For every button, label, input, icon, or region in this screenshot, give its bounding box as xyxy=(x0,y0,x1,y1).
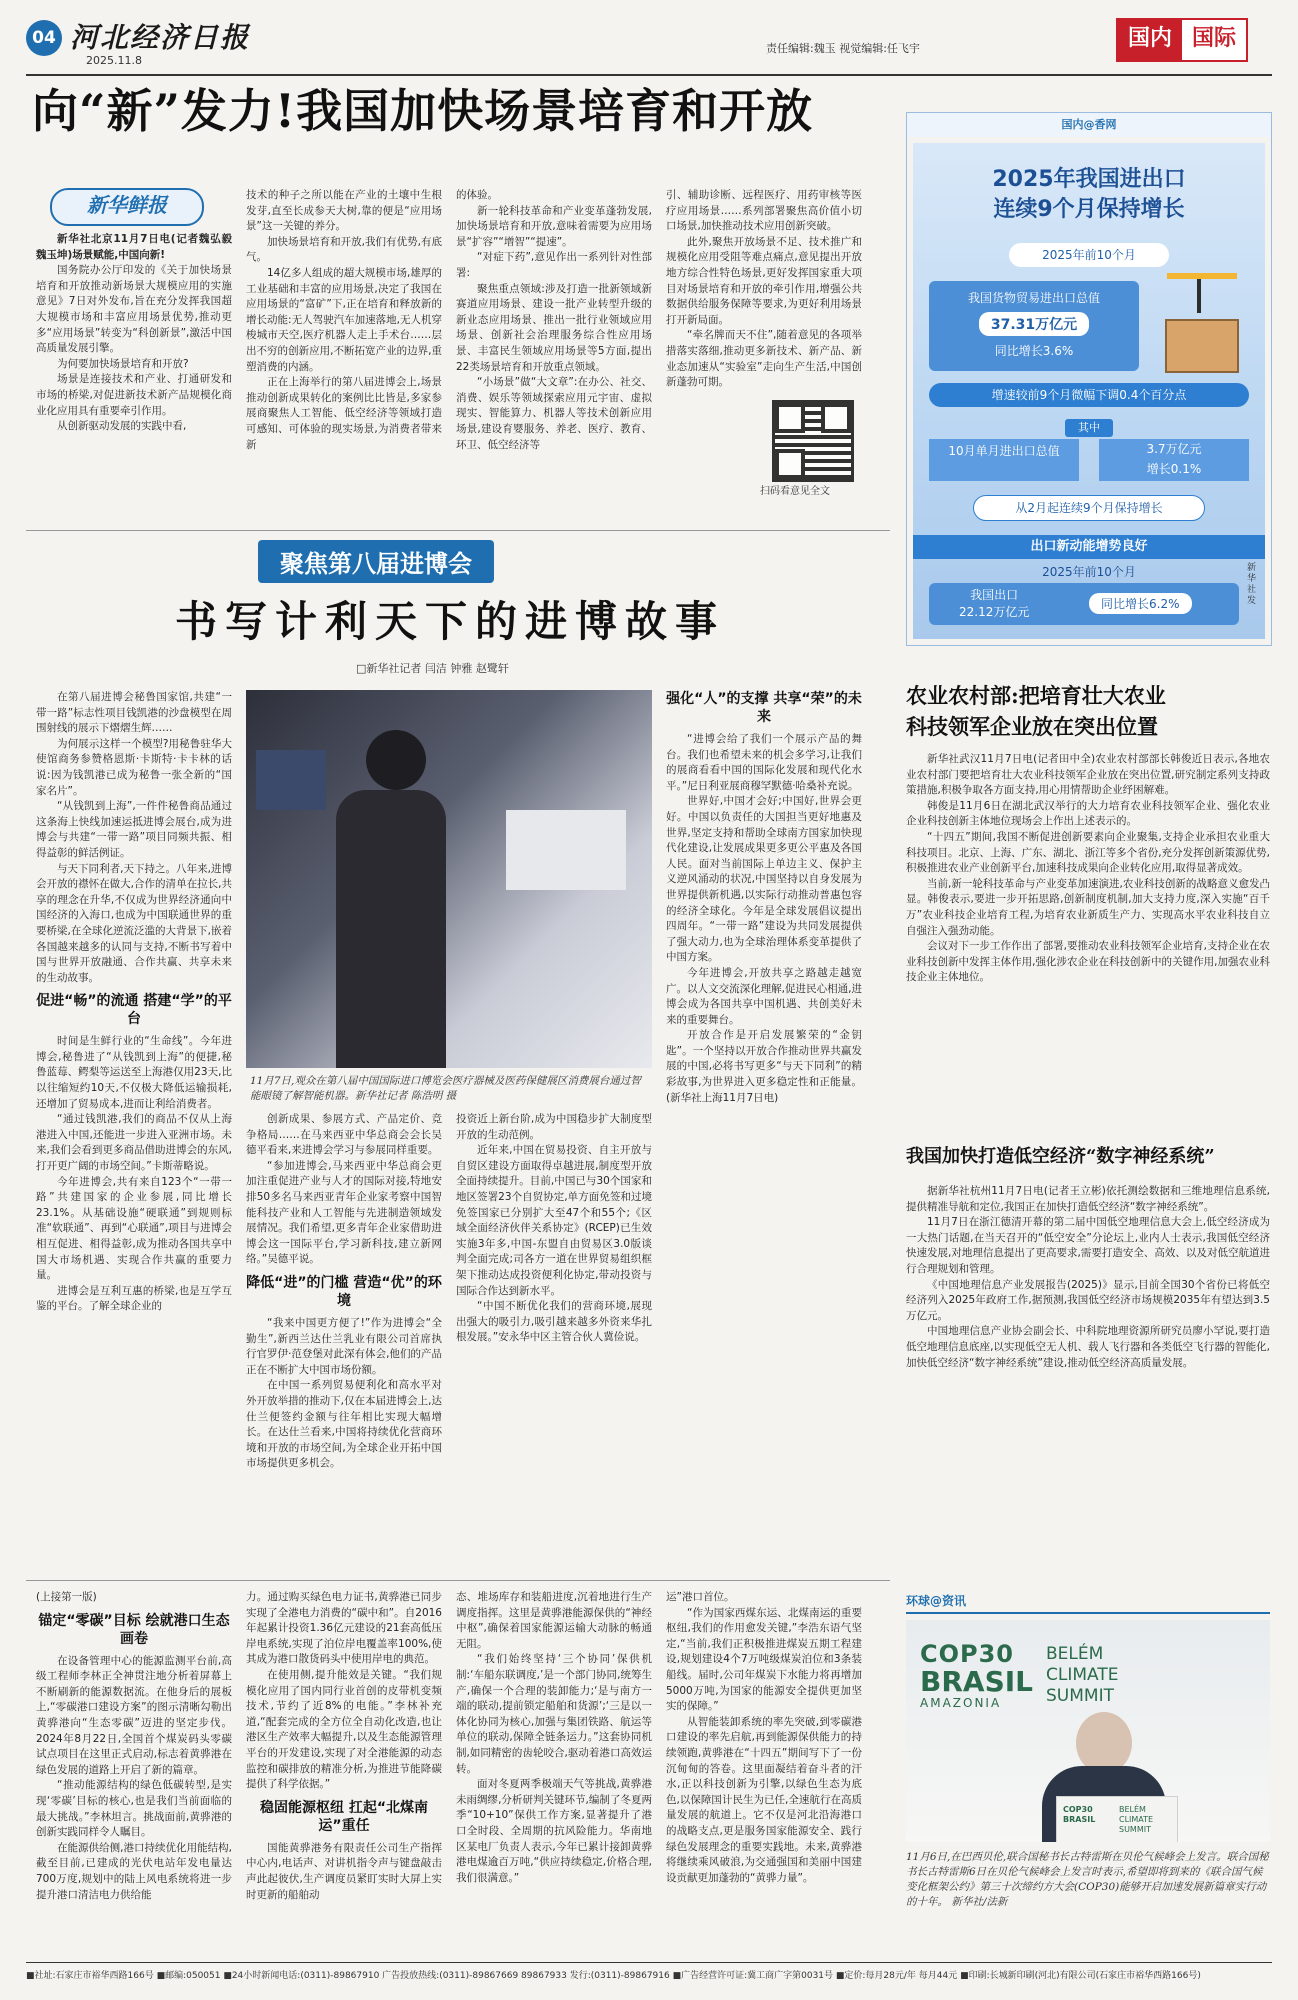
lowalt-paragraph: 11月7日在浙江德清开幕的第二届中国低空地理信息大会上,低空经济成为一大热门话题,在当天召开的“低空安全”分论坛上,业内人士表示,我国低空经济快速发展,对地理信息提出了更高要求,需要打造安全、高效、以及对低空航道进行合理规划和管理。 xyxy=(906,1216,1270,1275)
continued-paragraph: “我们始终坚持‘三个协同’保供机制:‘车船东联调度,’是一个部门协同,统筹生产,确保一个合理的装卸能力;‘是与南方一端的联动,提前锁定船舶和货源’;‘三是以一体化协同为核心,加强与集团铁路、航运等单位的联动,保障全链条运力。”这套协同机制,如同精密的齿轮咬合,驱动着港口高效运转。 xyxy=(456,1653,652,1775)
lead-paragraph: 的体验。 xyxy=(456,189,498,201)
expo-photo xyxy=(246,690,652,1068)
continued-subhead: 稳固能源枢纽 扛起“北煤南运”重任 xyxy=(259,1799,429,1834)
lead-paragraph: 引、辅助诊断、远程医疗、用药审核等医疗应用场景……系列部署聚焦高价值小切口场景,加快推动技术应用创新突破。 xyxy=(666,189,862,233)
agri-paragraph: 会议对下一步工作作出了部署,要推动农业科技领军企业培育,支持企业在农业科技创新中发挥主体作用,强化涉农企业在科技创新中的关键作用,加强农业科技企业主体地位。 xyxy=(906,940,1270,984)
page-number-badge: 04 xyxy=(26,20,62,56)
feature-paragraph: 世界好,中国才会好;中国好,世界会更好。中国以负责任的大国担当更好地惠及世界,坚定支持和帮助全球南方国家加快现代化建设,让发展成果更多更公平惠及各国人民。面对当前国际上单边主义、保护主义逆风涌动的状况,中国坚持以自身发展为世界提供新机遇,以实际行动推动普惠包容的经济全球化。今年是全球发展倡议提出四周年。“一带一路”建设为共同发展提供了强大动力,也为全球治理体系变革提供了中国方案。 xyxy=(666,795,862,964)
masthead-rule xyxy=(26,74,1272,76)
lead-paragraph: 技术的种子之所以能在产业的土壤中生根发芽,直至长成参天大树,靠的便是“应用场景”这一关键的养分。 xyxy=(246,189,442,233)
lead-dateline: 新华社北京11月7日电(记者魏弘毅 魏玉坤)场景赋能,中国向新! xyxy=(36,233,232,261)
feature-column-4 xyxy=(666,690,862,1106)
lead-paragraph: 为何要加快场景培育和开放? xyxy=(57,357,189,370)
lowalt-paragraph: 据新华社杭州11月7日电(记者王立彬)依托测绘数据和三维地理信息系统,提供精准导航和定位,我国正在加快打造低空经济“数字神经系统”。 xyxy=(906,1185,1270,1213)
continued-paragraph: 从智能装卸系统的率先突破,到零碳港口建设的率先启航,再到能源保供能力的持续领跑,黄骅港在“十四五”期间写下了一份沉甸甸的答卷。这里面凝结着奋斗者的汗水,正以科技创新为引擎,以绿色生态为底色,以保障国计民生为已任,全速航行在高质量发展的航道上。它不仅是河北沿海港口的战略支点,更是服务国家能源安全、践行绿色发展理念的重要实践地。未来,黄骅港将继续乘风破浪,为交通强国和美丽中国建设贡献更加蓬勃的“黄骅力量”。 xyxy=(666,1715,862,1884)
cop30-photo xyxy=(906,1620,1270,1842)
lowalt-paragraph: 《中国地理信息产业发展报告(2025)》显示,目前全国30个省份已将低空经济列入2025年政府工作,据预测,我国低空经济市场规模2035年有望达到3.5万亿元。 xyxy=(906,1278,1270,1322)
feature-paragraph: “进博会给了我们一个展示产品的舞台。我们也希望未来的机会多学习,让我们的展商看看中国的国际化发展和现代化水平。”尼日利亚展商穆罕默德·哈桑补充说。 xyxy=(666,733,862,792)
feature-paragraph: “我来中国更方便了!”作为进博会“全勤生”,新西兰达仕兰乳业有限公司首席执行官罗伊·范登堡对此深有体会,他们的产品正在不断扩大中国市场份额。 xyxy=(246,1316,442,1376)
agri-paragraph: 当前,新一轮科技革命与产业变革加速演进,农业科技创新的战略意义愈发凸显。韩俊表示,要进一步开拓思路,创新制度机制,加大支持力度,深入实施“百千万”农业科技企业培育工程,为培育农业新质生产力、实现高水平农业科技自立自强注入强劲动能。 xyxy=(906,877,1270,937)
agri-body xyxy=(906,752,1270,986)
feature-paragraph: 为何展示这样一个模型?用秘鲁驻华大使馆商务参赞格恩斯·卡斯特·卡卡林的话说:因为钱凯港已成为秘鲁一张全新的“国家名片”。 xyxy=(36,737,232,797)
lead-paragraph: 场景是连接技术和产业、打通研发和市场的桥梁,对促进新技术新产品规模化商业化应用具有重要牵引作用。 xyxy=(36,373,232,417)
footer-rule xyxy=(26,1962,1272,1963)
continued-paragraph: 在设备管理中心的能源监测平台前,高级工程师李林正全神贯注地分析着屏幕上不断刷新的能源数据流。在他身后的展板上,“零碳港口建设方案”的图示清晰勾勒出黄骅港向“生态零碳”迈进的坚定步伐。2024年8月22日,全国首个煤炭码头零碳试点项目在这里正式启动,标志着黄骅港在绿色发展的道路上开启了新的篇章。 xyxy=(36,1654,232,1776)
agri-paragraph: 韩俊是11月6日在湖北武汉举行的大力培育农业科技领军企业、强化农业企业科技创新主体地位现场会上作出上述表示的。 xyxy=(906,799,1270,828)
feature-paragraph: 今年进博会,开放共享之路越走越宽广。以人文交流深化理解,促进民心相通,进博会成为各国共享中国机遇、共创美好未来的重要舞台。 xyxy=(666,966,862,1026)
feature-paragraph: 开放合作是开启发展繁荣的“金钥匙”。一个坚持以开放合作推动世界共赢发展的中国,必将书写更多“与天下同利”的精彩故事,为世界进入更多稳定性和正能量。(新华社上海11月7日电) xyxy=(666,1029,862,1104)
lead-paragraph: “小场景”做“大文章”:在办公、社交、消费、娱乐等领域探索应用元宇宙、虚拟现实、智能算力、机器人等技术创新应用场景,建设育婴服务、养老、医疗、教育、环卫、低空经济等 xyxy=(456,376,652,451)
agri-paragraph: 新华社武汉11月7日电(记者田中全)农业农村部部长韩俊近日表示,各地农业农村部门要把培育壮大农业科技领军企业放在突出位置,研究制定系列支持政策措施,积极争取各方面支持,用心用情帮助企业纾困解难。 xyxy=(906,753,1270,797)
feature-paragraph: “通过钱凯港,我们的商品不仅从上海港进入中国,还能进一步进入亚洲市场。未来,我们会看到更多商品借助进博会的东风,打开更广阔的市场空间。”卡斯蒂略说。 xyxy=(36,1113,232,1173)
paper-name: 河北经济日报 xyxy=(70,21,251,54)
continued-column-4 xyxy=(666,1590,862,1886)
feature-paragraph: “中国不断优化我们的营商环境,展现出强大的吸引力,吸引越来越多外资来华扎根发展。”安永华中区主管合伙人冀俭说。 xyxy=(456,1300,652,1344)
tab-international[interactable]: 国际 xyxy=(1182,20,1246,60)
feature-paragraph: 时间是生鲜行业的“生命线”。今年进博会,秘鲁进了“从钱凯到上海”的便捷,秘鲁蓝莓、鳄梨等运送至上海港仅用23天,比以往缩短约10天,不仅极大降低运输损耗,还增加了贸易成本,进而让利给消费者。 xyxy=(36,1035,232,1110)
feature-headline: 书写计利天下的进博故事 xyxy=(174,597,725,646)
continued-column-3 xyxy=(456,1590,652,1886)
continued-paragraph: “推动能源结构的绿色低碳转型,是实现‘零碳’目标的核心,也是我们当前面临的最大挑战。”李林坦言。挑战面前,黄骅港的创新实践同样令人瞩目。 xyxy=(36,1779,232,1839)
infographic-source: 新华社发 xyxy=(1247,563,1257,606)
expo-photo-caption: 11月7日,观众在第八届中国国际进口博览会医疗器械及医药保健展区消费展台通过智能眼镜了解智能机器。新华社记者 陈浩明 摄 xyxy=(250,1075,641,1102)
infographic-title: 2025年我国进出口 连续9个月保持增长 xyxy=(992,167,1186,222)
continued-paragraph: 态、堆场库存和装船进度,沉着地进行生产调度指挥。这里是黄骅港能源保供的“神经中枢”,确保着国家能源运输大动脉的畅通无阻。 xyxy=(456,1591,652,1650)
continued-subhead: 锚定“零碳”目标 绘就港口生态画卷 xyxy=(38,1612,230,1647)
lead-paragraph: 从创新驱动发展的实践中看, xyxy=(57,420,187,433)
infographic-header: 国内@香网 xyxy=(907,113,1271,137)
feature-paragraph: 在第八届进博会秘鲁国家馆,共建“一带一路”标志性项目钱凯港的沙盘模型在周围射线的展示下熠熠生辉…… xyxy=(36,691,232,735)
feature-paragraph: 投资近上新台阶,成为中国稳步扩大制度型开放的生动范例。 xyxy=(456,1113,652,1141)
streak-pill: 从2月起连续9个月保持增长 xyxy=(973,495,1205,521)
lead-paragraph: 新一轮科技革命和产业变革蓬勃发展,加快场景培育和开放,意味着需要为应用场景“扩容”“增智”“提速”。 xyxy=(456,204,652,248)
lead-column-3 xyxy=(456,188,652,453)
growth-note-pill: 增速较前9个月微幅下调0.4个百分点 xyxy=(929,383,1249,407)
agri-paragraph: “十四五”期间,我国不断促进创新要素向企业聚集,支持企业承担农业重大科技项目。北京、上海、广东、湖北、浙江等多个省份,充分发挥创新策源优势,积极推进农业产业创新平台,加速科技成果向企业转化应用,取得显著成效。 xyxy=(906,830,1270,875)
oct-values: 3.7万亿元 增长0.1% xyxy=(1099,439,1249,481)
total-box: 我国货物贸易进出口总值 37.31万亿元 同比增长3.6% xyxy=(929,281,1139,371)
feature-column-3 xyxy=(456,1112,652,1346)
feature-paragraph: 与天下同利者,天下持之。八年来,进博会开放的襟怀在做大,合作的清单在拉长,共享的理念在升华,不仅成为世界经济通向中国经济的入海口,也成为中国联通世界的重要桥梁,在全球化逆流泛滥的大背景下,嵌着各国越来越多的认同与支持,不断书写着中国与世界开放融通、合作共赢、共享未来的生动故事。 xyxy=(36,862,232,984)
bottom-section-rule xyxy=(26,1580,890,1581)
feature-column-2 xyxy=(246,1112,442,1472)
lead-paragraph: “牵名牌而天不住”,随着意见的各项举措落实落细,推动更多新技术、新产品、新业态加速从“实验室”走向生产生活,中国创新蓬勃可期。 xyxy=(666,329,862,389)
editors-line: 责任编辑:魏玉 视觉编辑:任飞宇 xyxy=(766,42,920,55)
continued-paragraph: 国能黄骅港务有限责任公司生产指挥中心内,电话声、对讲机指令声与键盘敲击声此起彼伏,生产调度员紧盯实时大屏上实时更新的船舶动 xyxy=(246,1841,442,1901)
lead-paragraph: 国务院办公厅印发的《关于加快场景培育和开放推动新场景大规模应用的实施意见》7日对外发布,旨在充分发挥我国超大规模市场和丰富应用场景优势,推动更多“应用场景”转变为“科创新景”,激活中国高质量发展引擎。 xyxy=(36,264,232,355)
speaker-head xyxy=(1076,1712,1132,1774)
agri-headline: 农业农村部:把培育壮大农业 科技领军企业放在突出位置 xyxy=(906,683,1166,739)
trade-infographic xyxy=(906,112,1272,646)
oct-row xyxy=(929,419,1249,483)
lead-paragraph: 聚焦重点领域:涉及打造一批新领域新赛道应用场景、建设一批产业转型升级的新业态应用场景、推出一批行业领域应用场景、创新社会治理服务综合性应用场景、丰富民生领域应用场景等5方面,提出22类场景培育和开放重点领域。 xyxy=(456,282,652,373)
footer-imprint: ■社址:石家庄市裕华西路166号 ■邮编:050051 ■24小时新闻电话:(0311)-89867910 广告投放热线:(0311)-89867669 89867933 发行:(0311)-89867916 ■广告经营许可证:冀工商广字第0031号 ■定价:每月28元/年 每月44元 ■印刷:长城新印刷(河北)有限公司(石家庄市裕华西路166号) xyxy=(26,1971,1201,1981)
infographic-panel xyxy=(913,143,1265,639)
lowalt-headline: 我国加快打造低空经济“数字神经系统” xyxy=(906,1146,1215,1167)
lead-paragraph: 此外,聚焦开放场景不足、技术推广和规模化应用受阻等难点痛点,意见提出开放地方综合性特色场景,更好发挥国家重大项目对场景培育和开放的牵引作用,增强公共数据供给服务保障等要求,为更好利用场景打开新局面。 xyxy=(666,235,862,326)
xinhua-badge xyxy=(50,188,204,226)
lead-column-4 xyxy=(666,188,862,391)
feature-paragraph: 进博会是互利互惠的桥梁,也是互学互鉴的平台。了解全球企业的 xyxy=(36,1284,232,1313)
qr-code[interactable] xyxy=(772,400,854,482)
period-label-2: 2025年前10个月 xyxy=(1042,565,1136,579)
continued-paragraph: 力。通过购买绿色电力证书,黄骅港已同步实现了全港电力消费的“碳中和”。自2016年起累计投资1.36亿元建设的21套高低压岸电系统,实现了泊位岸电覆盖率100%,使其成为港口散货码头中使用岸电的典范。 xyxy=(246,1591,442,1666)
continued-column-1 xyxy=(36,1590,232,1903)
badge-label: 新华鲜报 xyxy=(87,193,167,217)
lowalt-paragraph: 中国地理信息产业协会副会长、中科院地理资源所研究员廖小罕说,要打造低空地理信息底座,以实现低空无人机、载人飞行器和各类低空飞行器的智能化,加快低空经济“数字神经系统”建设,推动低空经济高质量发展。 xyxy=(906,1325,1270,1369)
podium: COP30 BRASIL BELÉM CLIMATE SUMMIT xyxy=(1056,1796,1178,1842)
feature-subhead: 强化“人”的支撑 共享“荣”的未来 xyxy=(666,691,862,725)
lead-paragraph: 正在上海举行的第八届进博会上,场景推动创新成果转化的案例比比皆是,多家参展商聚焦人工智能、低空经济等领域打造可感知、可体验的现实场景,为消费者带来新 xyxy=(246,376,442,451)
oct-label: 10月单月进出口总值 xyxy=(929,439,1079,481)
lead-headline: 向“新”发力!我国加快场景培育和开放 xyxy=(32,84,814,138)
lead-column-2 xyxy=(246,188,442,453)
continued-paragraph: “作为国家西煤东运、北煤南运的重要枢纽,我们的作用愈发关键,”李浩东语气坚定,“当前,我们正积极推进煤炭五期工程建设,规划建设4个7万吨级煤炭泊位和3条装船线。届时,公司年煤炭下水能力将再增加5000万吨,为国家的能源安全提供更加坚实的保障。” xyxy=(666,1606,862,1713)
section-divider xyxy=(26,530,890,531)
feature-paragraph: “从钱凯到上海”,一件件秘鲁商品通过这条海上快线加速运抵进博会展台,成为进博会与共建“一带一路”项目同频共振、相得益彰的鲜活例证。 xyxy=(36,800,232,859)
feature-column-1 xyxy=(36,690,232,1315)
tab-domestic[interactable]: 国内 xyxy=(1118,20,1182,60)
cop30-logo: COP30 BRASIL AMAZONIA xyxy=(920,1640,1033,1710)
feature-paragraph: 在中国一系列贸易便利化和高水平对外开放举措的推动下,仅在本届进博会上,达仕兰便签约金额与往年相比实现大幅增长。在达仕兰看来,中国将持续优化营商环境和开放的市场空间,为全球企业开拓中国市场提供更多机会。 xyxy=(246,1379,442,1470)
qr-caption: 扫码看意见全文 xyxy=(760,486,830,497)
continued-label: (上接第一版) xyxy=(36,1591,97,1603)
intl-header: 环球@资讯 xyxy=(906,1590,1270,1614)
section-tabs xyxy=(1116,18,1248,62)
among-label: 其中 xyxy=(1065,419,1113,437)
masthead xyxy=(26,14,1272,72)
summit-logo: BELÉM CLIMATE SUMMIT xyxy=(1046,1644,1119,1706)
lead-paragraph: “对症下药”,意见作出一系列针对性部署: xyxy=(456,251,652,279)
issue-date: 2025.11.8 xyxy=(86,54,142,67)
feature-paragraph: “参加进博会,马来西亚中华总商会更加注重促进产业与人才的国际对接,特地安排50多名马来西亚青年企业家考察中国智能科技产业和人工智能与先进制造领域发展情况。我们希望,更多青年企业家借助进博会这一国际平台,学习新科技,建立新网络。”吴德平说。 xyxy=(246,1159,442,1266)
feature-byline: □新华社记者 闫洁 钟雅 赵鹭轩 xyxy=(356,662,509,675)
lowalt-body xyxy=(906,1184,1270,1371)
lead-paragraph: 加快场景培育和开放,我们有优势,有底气。 xyxy=(246,235,442,264)
continued-paragraph: 在能源供给侧,港口持续优化用能结构,截至目前,已建成的光伏电站年发电量达700万度,规划中的陆上风电系统将进一步提升港口清洁电力供给能 xyxy=(36,1841,232,1901)
period-pill-1: 2025年前10个月 xyxy=(1009,243,1169,267)
feature-section-banner: 聚焦第八届进博会 xyxy=(258,540,494,583)
continued-paragraph: 面对冬夏两季极端天气等挑战,黄骅港未雨绸缪,分析研判关键环节,编制了冬夏两季“10+10”保供工作方案,显著提升了港口全时段、全周期的抗风险能力。华南地区某电厂负责人表示,今年已累计接卸黄骅港电煤逾百万吨,“供应持续稳定,价格合理,我们很满意。” xyxy=(456,1778,652,1884)
continued-paragraph: 在使用侧,提升能效是关键。“我们规模化应用了国内同行业首创的皮带机变频技术,节约了近8%的电能。”李林补充道,“配套完成的全方位全自动化改造,也让港区生产效率大幅提升,以及生态能源管理平台的开发建设,实现了对全港能源的动态监控和碳排放的精准分析,为推进节能降碳提供了科学依据。” xyxy=(246,1668,442,1791)
feature-paragraph: 创新成果、参展方式、产品定价、竞争格局……在马来西亚中华总商会会长吴德平看来,来进博会学习与参展同样重要。 xyxy=(246,1113,442,1157)
lead-column-1 xyxy=(36,232,232,435)
export-values: 我国出口 22.12万亿元 同比增长6.2% xyxy=(929,583,1239,625)
feature-subhead: 促进“畅”的流通 搭建“学”的平台 xyxy=(36,993,232,1028)
export-bar-title: 出口新动能增势良好 xyxy=(913,535,1265,559)
continued-paragraph: 运”港口首位。 xyxy=(666,1591,735,1603)
feature-paragraph: 近年来,中国在贸易投资、自主开放与自贸区建设方面取得卓越进展,制度型开放全面持续提升。目前,中国已与30个国家和地区签署23个自贸协定,单方面免签和过境免签国家已分别扩大至47个和55个;《区域全面经济伙伴关系协定》(RCEP)已生效实施3年多,中国-东盟自由贸易区3.0版谈判全面完成;司各方一道在世界贸易组织框架下推动达成投资便利化协定,带动投资与国际合作达到新水平。 xyxy=(456,1144,652,1297)
feature-subhead: 降低“进”的门槛 营造“优”的环境 xyxy=(246,1274,442,1309)
lead-paragraph: 14亿多人组成的超大规模市场,雄厚的工业基础和丰富的应用场景,决定了我国在应用场景的“富矿”下,正在培育和释放新的增长动能:无人驾驶汽车加速落地,无人机穿梭城市天空,医疗机器人走上手术台……层出不穷的创新应用,不断拓宽产业的边界,重塑消费的内涵。 xyxy=(246,266,442,373)
crane-cargo-icon xyxy=(1157,273,1247,373)
cop30-caption: 11月6日,在巴西贝伦,联合国秘书长古特雷斯在贝伦气候峰会上发言。联合国秘书长古特雷斯6日在贝伦气候峰会上发言时表示,希望即将到来的《联合国气候变化框架公约》第三十次缔约方大会(COP30)能够开启加速发展新篇章实行动的十年。 新华社/法新 xyxy=(906,1851,1269,1908)
feature-paragraph: 今年进博会,共有来自123个“一带一路”共建国家的企业参展,同比增长23.1%。从基础设施“硬联通”到规则标准“软联通”、再到“心联通”,项目与进博会相互促进、相得益彰,成为推动各国共享中国大市场机遇、实现合作共赢的重要力量。 xyxy=(36,1175,232,1282)
continued-column-2 xyxy=(246,1590,442,1903)
